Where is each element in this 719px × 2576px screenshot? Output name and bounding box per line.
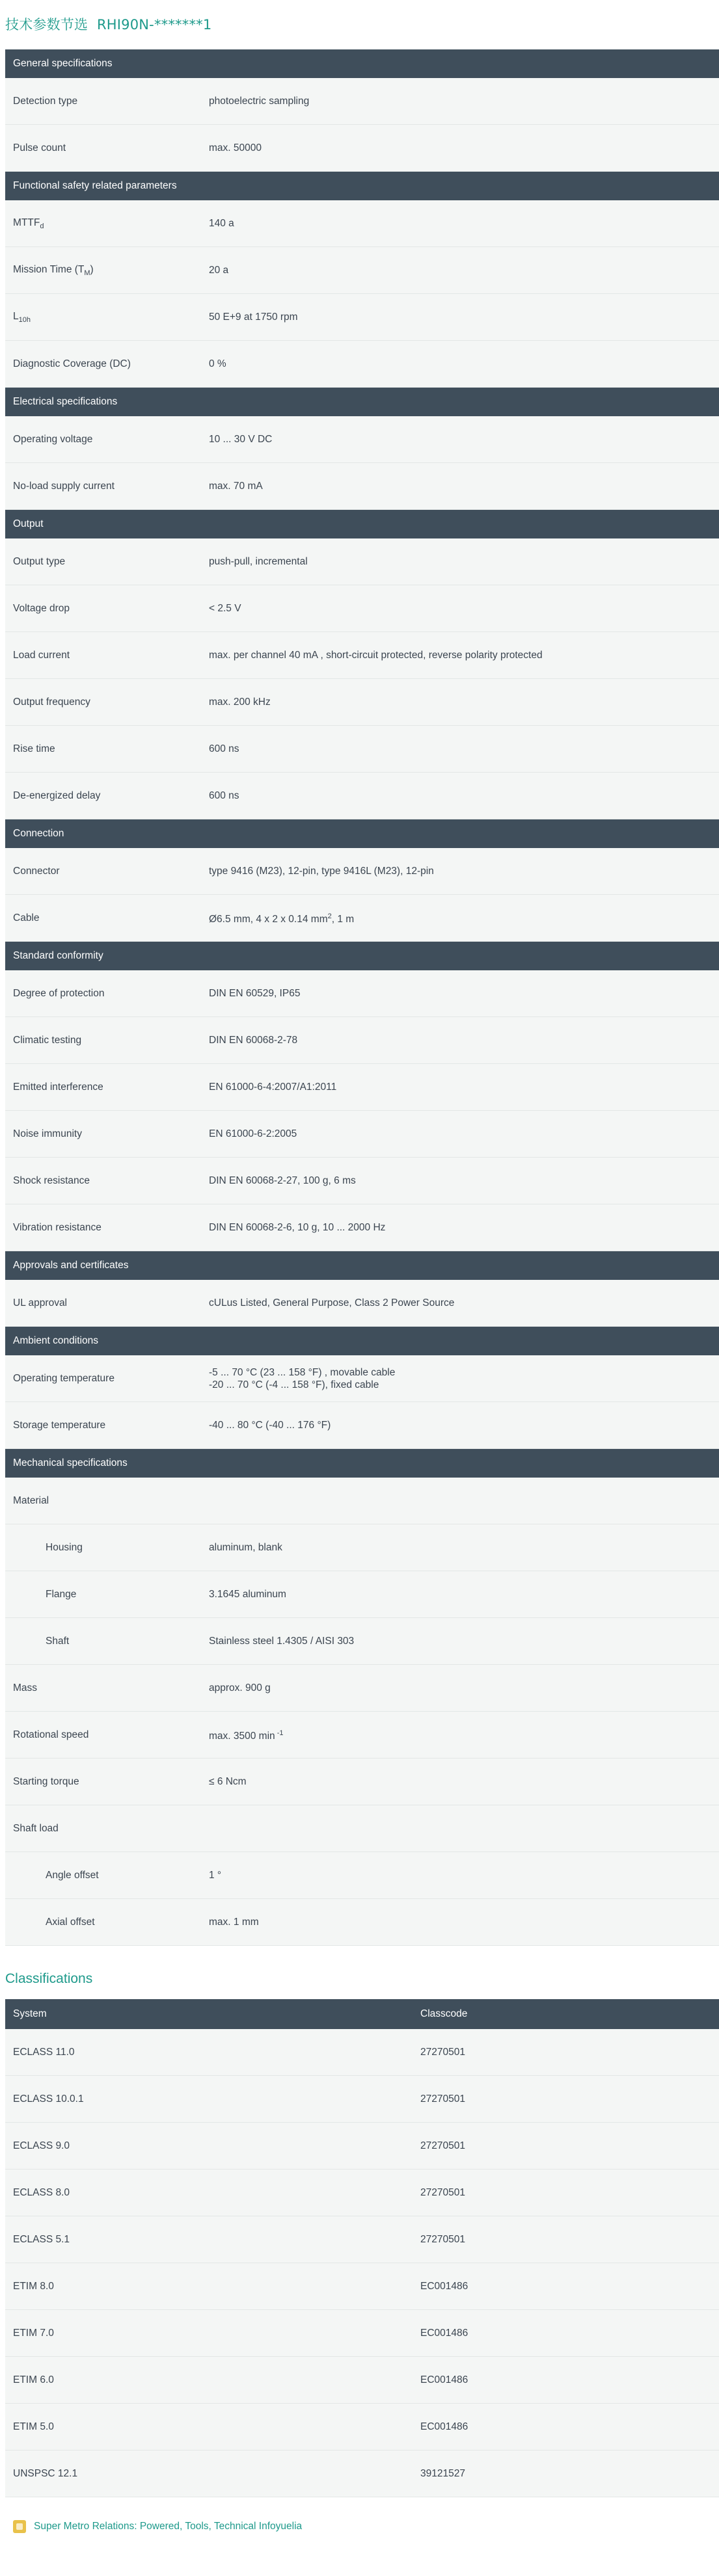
spec-row (5, 632, 719, 679)
document-icon (13, 2520, 26, 2533)
spec-value: DIN EN 60529, IP65 (209, 988, 301, 999)
spec-row (5, 726, 719, 773)
classification-code: 27270501 (420, 2186, 465, 2198)
spec-label-tail: ) (90, 263, 94, 275)
spec-label: Output frequency (13, 696, 90, 708)
classification-code: EC001486 (420, 2280, 468, 2292)
spec-row (5, 1280, 719, 1327)
spec-label: Shaft (46, 1635, 70, 1647)
spec-label (5, 217, 209, 230)
classification-row (5, 2357, 719, 2404)
section-header: Output (5, 510, 719, 538)
spec-value: approx. 900 g (209, 1682, 271, 1693)
spec-row (5, 1402, 719, 1449)
spec-label: Connector (13, 865, 60, 877)
spec-row (5, 1158, 719, 1204)
spec-label: Climatic testing (13, 1034, 82, 1046)
classification-code: 27270501 (420, 2093, 465, 2105)
classification-code: EC001486 (420, 2327, 468, 2339)
spec-label: Degree of protection (13, 987, 105, 999)
spec-label (5, 264, 209, 277)
spec-value: 0 % (209, 358, 226, 369)
spec-value-main: Ø6.5 mm, 4 x 2 x 0.14 mm (209, 914, 328, 925)
spec-label: Angle offset (46, 1869, 99, 1881)
footer-link-text[interactable]: Super Metro Relations: Powered, Tools, Technical Infoyuelia (34, 2521, 303, 2532)
spec-label: De-energized delay (13, 790, 101, 801)
classification-row (5, 2450, 719, 2497)
spec-label: Diagnostic Coverage (DC) (13, 358, 131, 369)
spec-row (5, 1017, 719, 1064)
section-header: Standard conformity (5, 942, 719, 970)
spec-label-subscript: M (84, 269, 90, 277)
section-header: Connection (5, 819, 719, 848)
spec-value (209, 1727, 719, 1742)
spec-value-main: max. 3500 min (209, 1731, 275, 1742)
spec-value: DIN EN 60068-2-6, 10 g, 10 ... 2000 Hz (209, 1222, 386, 1233)
spec-value: max. 1 mm (209, 1917, 259, 1928)
spec-label: Axial offset (46, 1916, 95, 1928)
spec-table (5, 49, 719, 1946)
spec-value: type 9416 (M23), 12-pin, type 9416L (M23), 12-pin (209, 866, 434, 877)
spec-label: No-load supply current (13, 480, 115, 492)
spec-row (5, 1665, 719, 1712)
spec-row (5, 585, 719, 632)
classification-system: ECLASS 10.0.1 (13, 2093, 84, 2105)
classification-code: 39121527 (420, 2467, 465, 2479)
spec-value: 600 ns (209, 790, 239, 801)
spec-label: Flange (46, 1588, 77, 1600)
classification-system: ECLASS 5.1 (13, 2233, 70, 2245)
spec-value-line: -20 ... 70 °C (-4 ... 158 °F), fixed cable (209, 1379, 379, 1390)
classification-code: 27270501 (420, 2046, 465, 2058)
spec-label: Rise time (13, 743, 55, 754)
section-header: Functional safety related parameters (5, 172, 719, 200)
spec-label: Rotational speed (13, 1729, 89, 1740)
classification-system: ECLASS 9.0 (13, 2140, 70, 2151)
spec-value: EN 61000-6-4:2007/A1:2011 (209, 1082, 337, 1093)
classification-row (5, 2263, 719, 2310)
spec-value: DIN EN 60068-2-27, 100 g, 6 ms (209, 1175, 356, 1186)
spec-value: cULus Listed, General Purpose, Class 2 Power Source (209, 1297, 455, 1308)
spec-label: Shock resistance (13, 1175, 90, 1186)
spec-label-main: MTTF (13, 217, 40, 228)
spec-row (5, 1899, 719, 1946)
spec-row (5, 294, 719, 341)
spec-label-subscript: 10h (18, 315, 31, 324)
spec-row (5, 1064, 719, 1111)
spec-value: max. 70 mA (209, 481, 263, 492)
classification-system: ECLASS 8.0 (13, 2186, 70, 2198)
spec-label: Detection type (13, 95, 78, 107)
spec-label: Operating voltage (13, 433, 93, 445)
classification-system: UNSPSC 12.1 (13, 2467, 78, 2479)
title-model: RHI90N-*******1 (96, 17, 212, 33)
spec-value: EN 61000-6-2:2005 (209, 1128, 297, 1139)
spec-value-line: -5 ... 70 °C (23 ... 158 °F) , movable cable (209, 1366, 396, 1378)
spec-label-subscript: d (40, 222, 44, 230)
section-header: Electrical specifications (5, 388, 719, 416)
classification-row (5, 2404, 719, 2450)
spec-row (5, 848, 719, 895)
spec-label: Voltage drop (13, 602, 70, 614)
spec-label: Vibration resistance (13, 1221, 102, 1233)
spec-value: 50 E+9 at 1750 rpm (209, 312, 298, 323)
spec-value: max. per channel 40 mA , short-circuit protected, reverse polarity protected (209, 650, 543, 661)
classifications-header-row (5, 1999, 719, 2029)
classifications-title: Classifications (5, 1971, 93, 1986)
spec-label: Operating temperature (13, 1372, 115, 1384)
spec-row (5, 538, 719, 585)
spec-label: Cable (13, 912, 40, 923)
spec-row (5, 200, 719, 247)
spec-label-main: L (13, 310, 19, 322)
spec-value (209, 910, 719, 925)
spec-value: push-pull, incremental (209, 556, 308, 567)
classification-row (5, 2029, 719, 2076)
spec-label: Emitted interference (13, 1081, 103, 1093)
classification-code: EC001486 (420, 2421, 468, 2432)
spec-row (5, 463, 719, 510)
footer-link[interactable] (5, 2517, 719, 2536)
spec-row (5, 1712, 719, 1759)
spec-row (5, 773, 719, 819)
spec-row (5, 341, 719, 388)
title-prefix: 技术参数节选 (5, 17, 88, 33)
spec-label: Shaft load (13, 1822, 59, 1834)
spec-value-superscript: 2 (327, 912, 332, 920)
spec-row (5, 1478, 719, 1524)
spec-value: 10 ... 30 V DC (209, 434, 273, 445)
spec-value-superscript: -1 (275, 1729, 284, 1737)
spec-label: Material (13, 1494, 49, 1506)
spec-row (5, 416, 719, 463)
spec-label: Pulse count (13, 142, 66, 153)
spec-value: -40 ... 80 °C (-40 ... 176 °F) (209, 1420, 331, 1431)
spec-value: max. 200 kHz (209, 697, 271, 708)
spec-value: < 2.5 V (209, 603, 241, 614)
spec-value: 1 ° (209, 1870, 222, 1881)
spec-label: Noise immunity (13, 1128, 82, 1139)
spec-value (209, 1366, 719, 1391)
spec-label: Output type (13, 555, 66, 567)
classification-row (5, 2216, 719, 2263)
spec-row (5, 1524, 719, 1571)
spec-row (5, 1759, 719, 1805)
spec-row (5, 1618, 719, 1665)
spec-label-main: Mission Time (T (13, 263, 85, 275)
spec-row (5, 1805, 719, 1852)
spec-value: 600 ns (209, 743, 239, 754)
page-title (5, 0, 719, 31)
classification-code: EC001486 (420, 2374, 468, 2385)
classification-row (5, 2076, 719, 2123)
spec-label: UL approval (13, 1297, 68, 1308)
spec-value: Stainless steel 1.4305 / AISI 303 (209, 1636, 355, 1647)
classification-code: 27270501 (420, 2140, 465, 2151)
spec-row (5, 1355, 719, 1402)
spec-value: 3.1645 aluminum (209, 1589, 286, 1600)
classification-system: ETIM 7.0 (13, 2327, 54, 2339)
classification-code: 27270501 (420, 2233, 465, 2245)
classifications-table (5, 1999, 719, 2497)
spec-row (5, 1852, 719, 1899)
classification-row (5, 2123, 719, 2170)
classifications-rows (5, 2029, 719, 2497)
classification-system: ECLASS 11.0 (13, 2046, 75, 2058)
system-column-header: System (13, 2008, 47, 2019)
spec-value: aluminum, blank (209, 1542, 282, 1553)
spec-row (5, 679, 719, 726)
section-header: Ambient conditions (5, 1327, 719, 1355)
spec-row (5, 247, 719, 294)
spec-value: 140 a (209, 218, 234, 229)
spec-label: Storage temperature (13, 1419, 106, 1431)
classification-system: ETIM 6.0 (13, 2374, 54, 2385)
spec-label: Load current (13, 649, 70, 661)
spec-value: photoelectric sampling (209, 96, 310, 107)
section-header: Approvals and certificates (5, 1251, 719, 1280)
spec-row (5, 1204, 719, 1251)
spec-row (5, 895, 719, 942)
spec-label: Starting torque (13, 1775, 79, 1787)
spec-value: 20 a (209, 265, 229, 276)
spec-value: max. 50000 (209, 142, 262, 153)
spec-label: Mass (13, 1682, 38, 1693)
classcode-column-header: Classcode (420, 2008, 468, 2019)
spec-value-tail: , 1 m (331, 914, 355, 925)
classification-row (5, 2170, 719, 2216)
spec-row (5, 1571, 719, 1618)
classification-row (5, 2310, 719, 2357)
spec-label (5, 311, 209, 324)
spec-row (5, 78, 719, 125)
spec-row (5, 970, 719, 1017)
spec-value: ≤ 6 Ncm (209, 1776, 247, 1787)
classification-system: ETIM 5.0 (13, 2421, 54, 2432)
spec-label: Housing (46, 1541, 83, 1553)
spec-row (5, 1111, 719, 1158)
classification-system: ETIM 8.0 (13, 2280, 54, 2292)
section-header: Mechanical specifications (5, 1449, 719, 1478)
section-header: General specifications (5, 49, 719, 78)
spec-value: DIN EN 60068-2-78 (209, 1035, 298, 1046)
spec-row (5, 125, 719, 172)
